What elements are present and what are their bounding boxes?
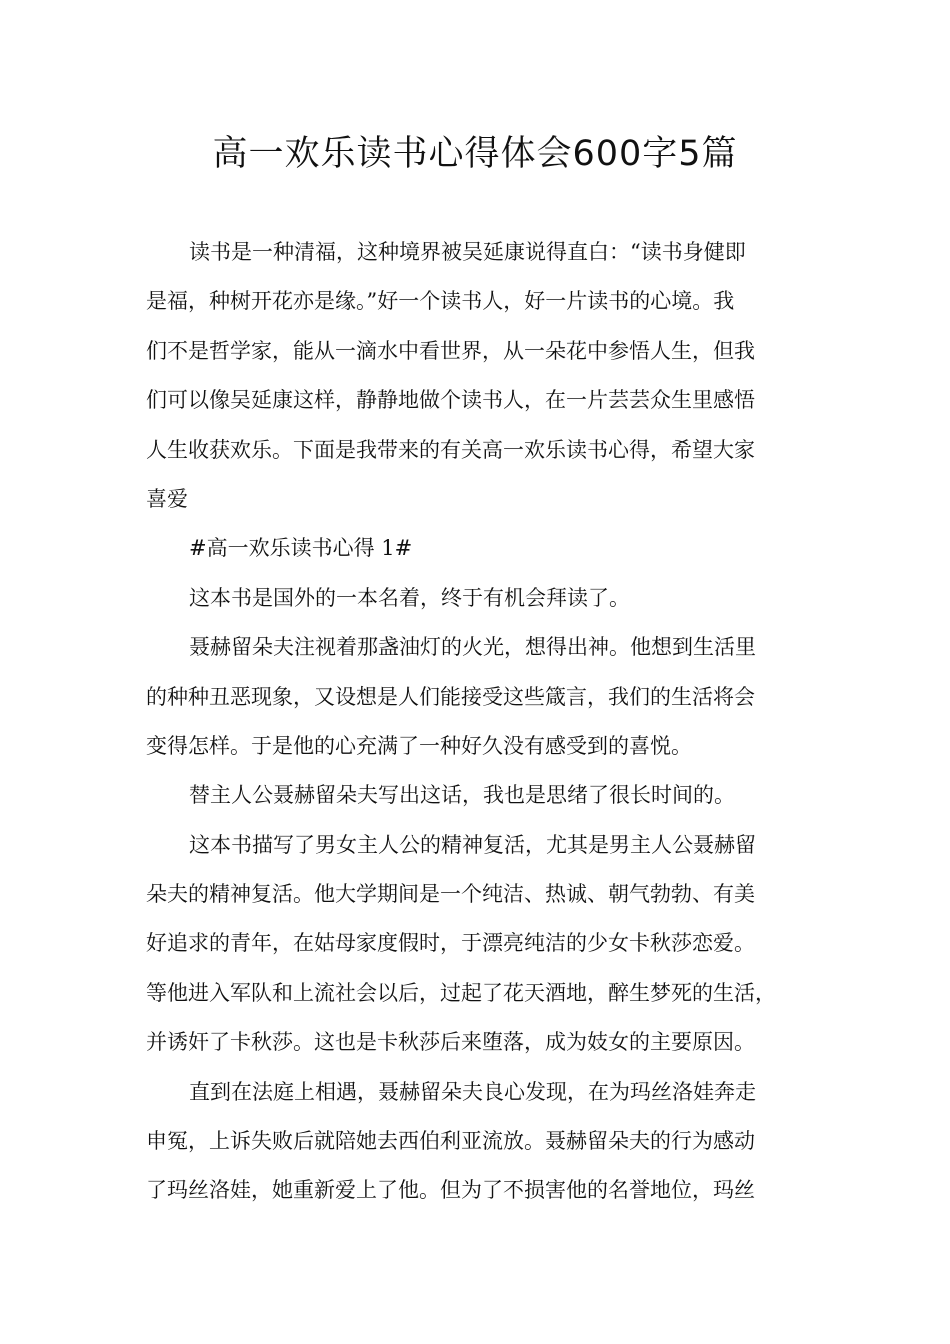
text-line: 这本书是国外的一本名着，终于有机会拜读了。: [189, 585, 630, 610]
text-line: 喜爱: [146, 486, 188, 511]
text-line: 申冤，上诉失败后就陪她去西伯利亚流放。聂赫留朵夫的行为感动: [146, 1129, 755, 1154]
text-line: 人生收获欢乐。下面是我带来的有关高一欢乐读书心得，希望大家: [146, 437, 755, 462]
text-line: 并诱奸了卡秋莎。这也是卡秋莎后来堕落，成为妓女的主要原因。: [146, 1030, 755, 1055]
text-line: 们不是哲学家，能从一滴水中看世界，从一朵花中参悟人生，但我: [146, 338, 755, 363]
text-line: 读书是一种清福，这种境界被吴延康说得直白：“读书身健即: [189, 240, 746, 264]
document-title: 高一欢乐读书心得体会600字5篇: [212, 134, 738, 174]
text-line: 们可以像吴延康这样，静静地做个读书人，在一片芸芸众生里感悟: [146, 388, 755, 413]
text-line: 等他进入军队和上流社会以后，过起了花天酒地，醉生梦死的生活，: [146, 980, 776, 1005]
document-body: [146, 228, 811, 1216]
text-line: 替主人公聂赫留朵夫写出这话，我也是思绪了很长时间的。: [189, 783, 735, 808]
text-line: 好追求的青年，在姑母家度假时，于漂亮纯洁的少女卡秋莎恋爱。: [146, 931, 755, 956]
text-line: 的种种丑恶现象，又设想是人们能接受这些箴言，我们的生活将会: [146, 684, 755, 709]
text-line: 直到在法庭上相遇，聂赫留朵夫良心发现，在为玛丝洛娃奔走: [189, 1079, 756, 1104]
text-line: 朵夫的精神复活。他大学期间是一个纯洁、热诚、朝气勃勃、有美: [146, 882, 755, 907]
text-line: 是福，种树开花亦是缘。”好一个读书人，好一片读书的心境。我: [146, 289, 735, 314]
text-line: 变得怎样。于是他的心充满了一种好久没有感受到的喜悦。: [146, 733, 692, 758]
section-heading: #高一欢乐读书心得 1#: [189, 536, 413, 561]
text-line: 聂赫留朵夫注视着那盏油灯的火光，想得出神。他想到生活里: [189, 635, 756, 660]
text-line: 这本书描写了男女主人公的精神复活，尤其是男主人公聂赫留: [189, 832, 756, 857]
text-line: 了玛丝洛娃，她重新爱上了他。但为了不损害他的名誉地位，玛丝: [146, 1178, 755, 1203]
